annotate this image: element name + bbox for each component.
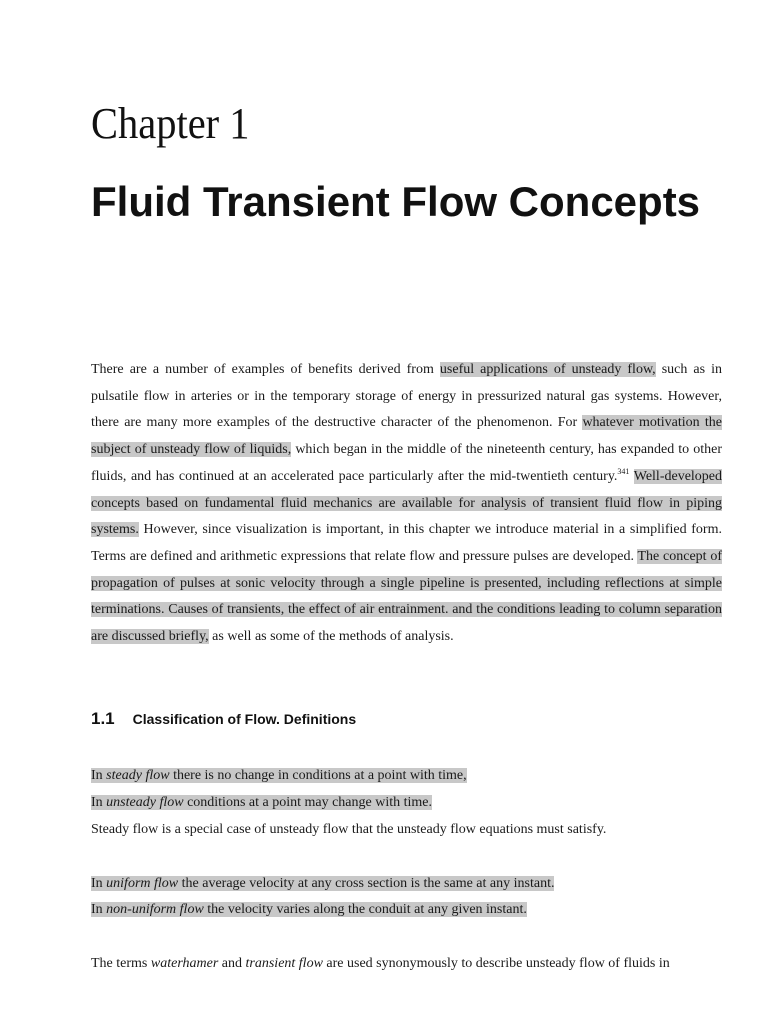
highlighted-text: whatever motivation the subject of unsteady flow of liquids, — [91, 415, 722, 458]
definition-prefix: In — [91, 768, 107, 783]
section-number: 1.1 — [91, 709, 115, 728]
term: waterhamer — [150, 956, 219, 971]
paragraph-text: The terms — [91, 956, 151, 971]
definition-prefix: In — [91, 795, 107, 810]
definition-text: conditions at a point may change with time. — [183, 795, 433, 810]
section-heading — [91, 707, 356, 729]
intro-text: However, since visualization is important, in this chapter we introduce material in a simplified form. Terms are defined and arithmetic expressions that relate flow and pressure pulses are developed. — [91, 522, 722, 564]
definition-prefix: In — [91, 902, 107, 917]
highlighted-text — [91, 768, 467, 783]
section-title: Classification of Flow. Definitions — [132, 711, 357, 727]
closing-paragraph — [91, 951, 722, 978]
chapter-label: Chapter 1 — [91, 99, 250, 148]
definition-term: steady flow — [106, 768, 170, 783]
definition-line — [91, 900, 527, 920]
highlighted-text — [91, 876, 554, 891]
highlighted-text: useful applications of unsteady flow, — [439, 362, 656, 377]
definition-line — [91, 766, 467, 786]
intro-text: There are a number of examples of benefits derived from — [91, 362, 440, 377]
highlighted-text: Well-developed concepts based on fundamental fluid mechanics are available for analysis of transient fluid flow in piping systems. — [91, 468, 723, 538]
definition-term: unsteady flow — [106, 795, 184, 810]
highlighted-text — [91, 795, 432, 810]
definition-line — [91, 874, 554, 894]
definition-line — [91, 793, 432, 813]
definition-term: non-uniform flow — [106, 902, 204, 917]
definition-prefix: In — [91, 876, 107, 891]
definition-text: the average velocity at any cross section is the same at any instant. — [178, 876, 555, 891]
paragraph-text: and — [218, 956, 246, 971]
definition-term: uniform flow — [106, 876, 179, 891]
highlighted-text — [91, 902, 527, 917]
chapter-title: Fluid Transient Flow Concepts — [91, 178, 701, 225]
definition-line: Steady flow is a special case of unsteady flow that the unsteady flow equations must satisfy. — [91, 822, 607, 837]
definition-text: there is no change in conditions at a point with time, — [169, 768, 467, 783]
intro-text: such as in pulsatile flow in arteries or in the temporary storage of energy in pressurized natural gas systems. However, there are many more examples of the destructive character of the phenomenon. For — [91, 362, 722, 431]
intro-paragraph — [91, 357, 722, 651]
definition-text: the velocity varies along the conduit at any given instant. — [203, 902, 527, 917]
citation-reference: 341 — [617, 466, 630, 476]
intro-text: as well as some of the methods of analysis. — [208, 629, 454, 645]
term: transient flow — [245, 956, 323, 971]
paragraph-text: are used synonymously to describe unsteady flow of fluids in — [322, 956, 670, 971]
intro-text: which began in the middle of the nineteenth century, has expanded to other fluids, and has continued at an accelerated pace particularly after the mid-twentieth century. — [91, 442, 722, 484]
highlighted-text: The concept of propagation of pulses at sonic velocity through a single pipeline is presented, including reflections at simple terminations. Causes of transients, the effect of air entrainment. and the conditions leading to column separation are discussed briefly, — [91, 548, 722, 645]
